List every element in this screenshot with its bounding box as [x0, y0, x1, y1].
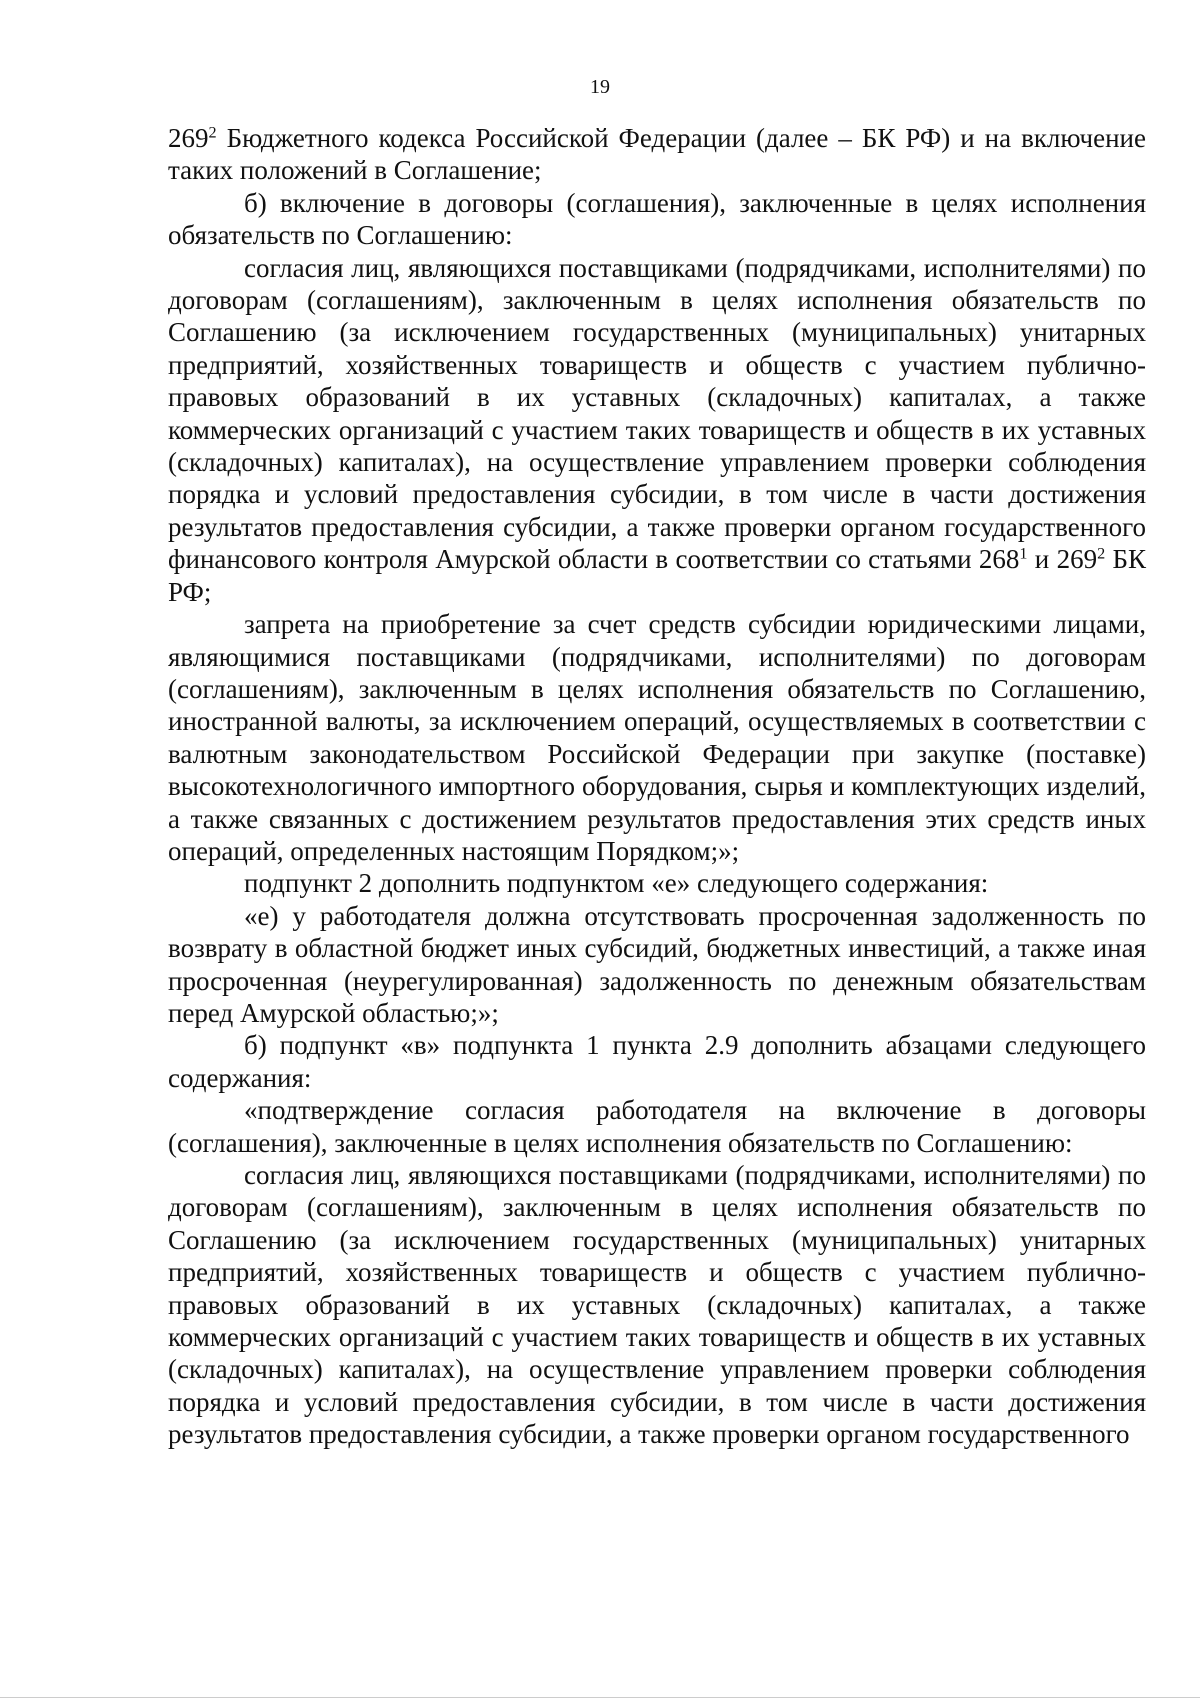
page-number: 19: [590, 76, 610, 98]
paragraph-3: [168, 252, 1146, 608]
paragraph-3-text-mid: и 269: [1027, 544, 1098, 575]
paragraph-7: б) подпункт «в» подпункта 1 пункта 2.9 дополнить абзацами следующего содержания:: [168, 1030, 1146, 1093]
paragraph-1-text: 269: [168, 123, 209, 153]
superscript: 2: [208, 123, 217, 142]
paragraph-8: «подтверждение согласия работодателя на включение в договоры (соглашения), заключенные в целях исполнения обязательств по Соглашению:: [168, 1095, 1146, 1158]
document-body: [168, 122, 1146, 1451]
paragraph-1-text-cont: Бюджетного кодекса Российской Федерации (далее – БК РФ) и на включение таких положений в Соглашение;: [168, 123, 1146, 186]
paragraph-9: согласия лиц, являющихся поставщиками (подрядчиками, исполнителями) по договорам (соглашениям), заключенным в целях исполнения обязательств по Соглашению (за исключением государственных (муниципальных) унитарных предприятий, хозяйственных товариществ и обществ с участием публично-правовых образований в их уставных (складочных) капиталах, а также коммерческих организаций с участием таких товариществ и обществ в их уставных (складочных) капиталах), на осуществление управлением проверки соблюдения порядка и условий предоставления субсидии, в том числе в части достижения результатов предоставления субсидии, а также проверки органом государственного: [168, 1160, 1146, 1450]
paragraph-1: [168, 122, 1146, 187]
superscript: 1: [1019, 544, 1028, 563]
paragraph-6: «е) у работодателя должна отсутствовать просроченная задолженность по возврату в областной бюджет иных субсидий, бюджетных инвестиций, а также иная просроченная (неурегулированная) задолженность по денежным обязательствам перед Амурской областью;»;: [168, 900, 1146, 1028]
paragraph-3-text-end: БК РФ;: [168, 544, 1146, 607]
paragraph-4: запрета на приобретение за счет средств субсидии юридическими лицами, являющимися поставщиками (подрядчиками, исполнителями) по договорам (соглашениям), заключенным в целях исполнения обязательств по Соглашению, иностранной валюты, за исключением операций, осуществляемых в соответствии с валютным законодательством Российской Федерации при закупке (поставке) высокотехнологичного импортного оборудования, сырья и комплектующих изделий, а также связанных с достижением результатов предоставления этих средств иных операций, определенных настоящим Порядком;»;: [168, 609, 1146, 866]
paragraph-2: б) включение в договоры (соглашения), заключенные в целях исполнения обязательств по Соглашению:: [168, 187, 1146, 251]
paragraph-3-text: согласия лиц, являющихся поставщиками (подрядчиками, исполнителями) по договорам (соглашениям), заключенным в целях исполнения обязательств по Соглашению (за исключением государственных (муниципальных) унитарных предприятий, хозяйственных товариществ и обществ с участием публично-правовых образований в их уставных (складочных) капиталах, а также коммерческих организаций с участием таких товариществ и обществ в их уставных (складочных) капиталах), на осуществление управлением проверки соблюдения порядка и условий предоставления субсидии, в том числе в части достижения результатов предоставления субсидии, а также проверки органом государственного финансового контроля Амурской области в соответствии со статьями 268: [168, 252, 1146, 575]
superscript: 2: [1097, 544, 1106, 563]
paragraph-5: подпункт 2 дополнить подпунктом «е» следующего содержания:: [244, 868, 989, 899]
